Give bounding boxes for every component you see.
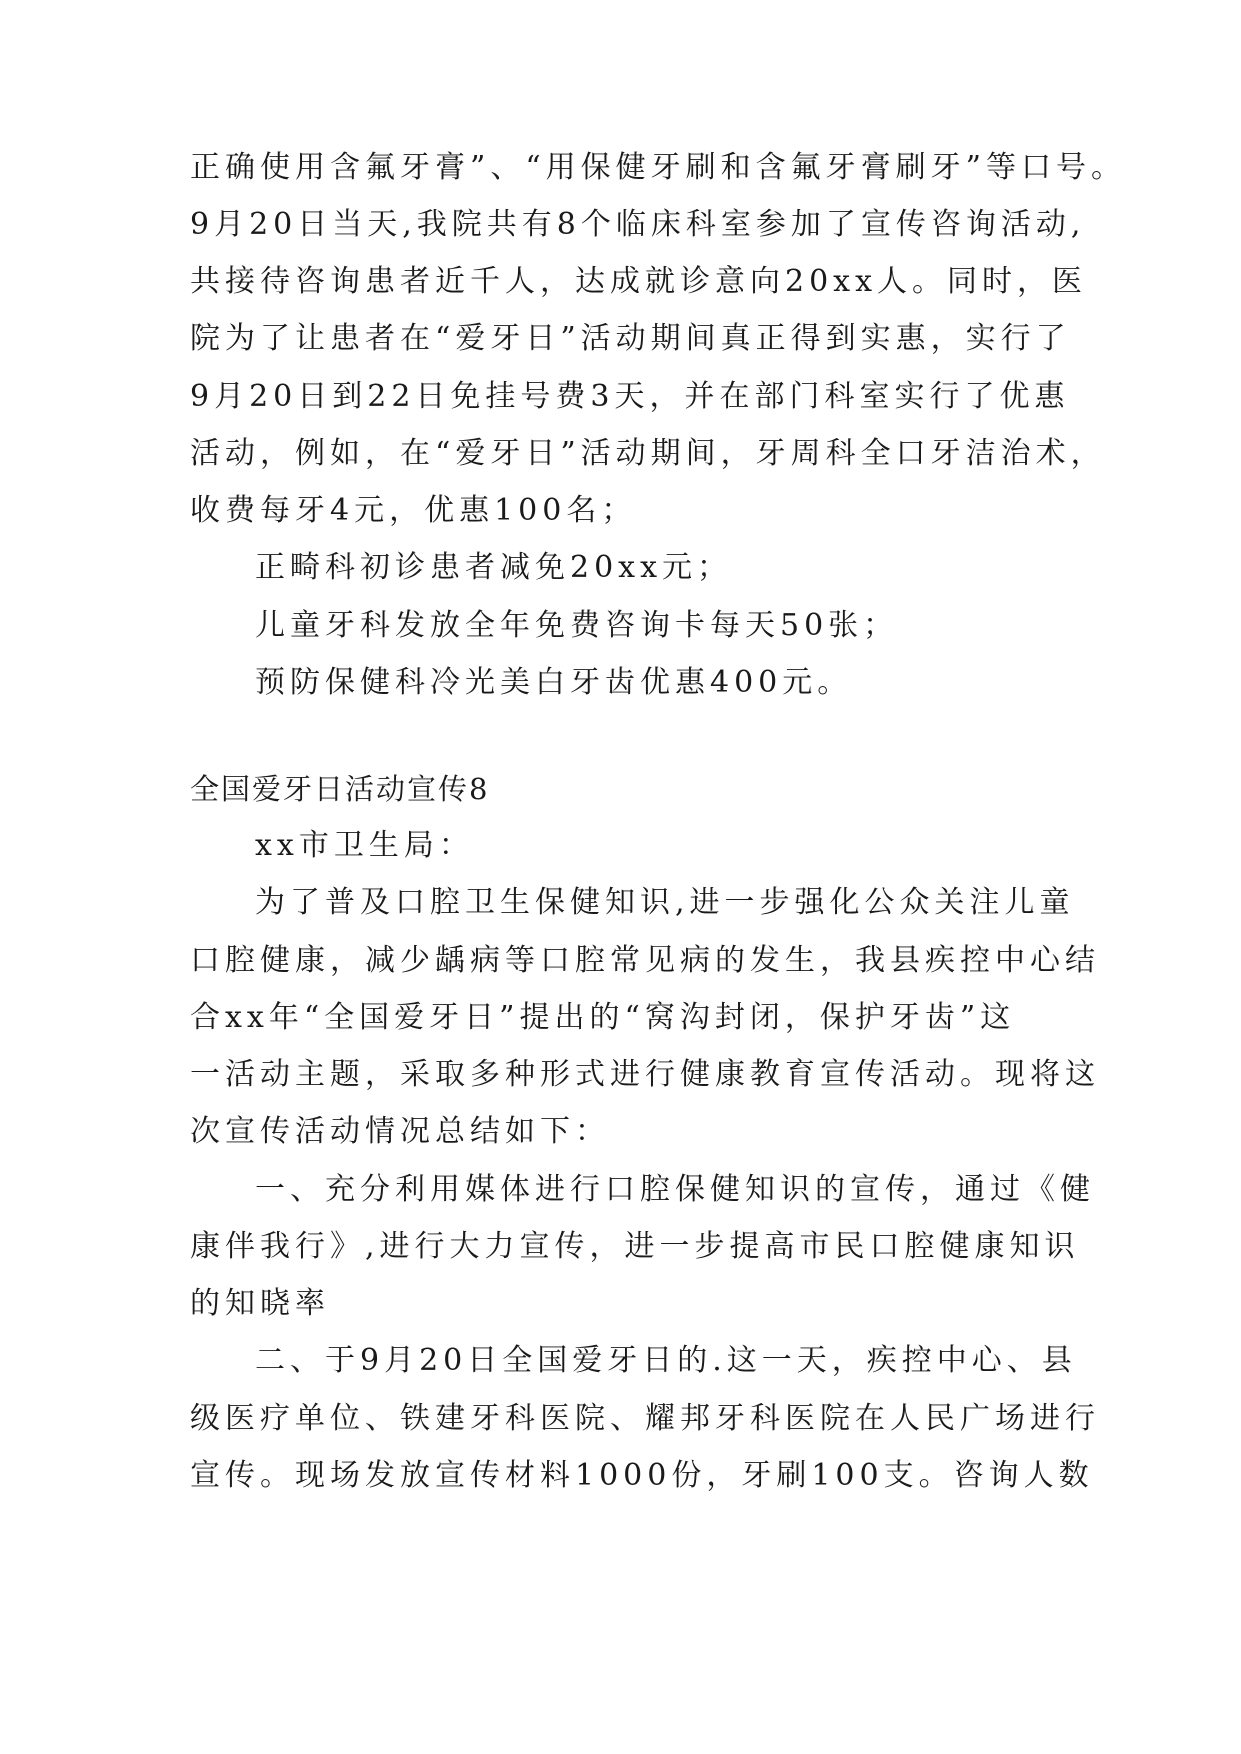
paragraph-line: 级医疗单位、铁建牙科医院、耀邦牙科医院在人民广场进行	[190, 1401, 1100, 1436]
paragraph-line: 一活动主题，采取多种形式进行健康教育宣传活动。现将这	[190, 1057, 1100, 1092]
paragraph-line: 二、于9月20日全国爱牙日的.这一天，疾控中心、县	[255, 1343, 1077, 1378]
addressee-line: xx市卫生局：	[255, 828, 474, 863]
paragraph-line: 合xx年“全国爱牙日”提出的“窝沟封闭，保护牙齿”这	[190, 1000, 1016, 1035]
paragraph-line: 共接待咨询患者近千人，达成就诊意向20xx人。同时，医	[190, 264, 1088, 299]
paragraph-line: 宣传。现场发放宣传材料1000份，牙刷100支。咨询人数	[190, 1458, 1094, 1493]
paragraph-line: 正确使用含氟牙膏”、“用保健牙刷和含氟牙膏刷牙”等口号。	[190, 150, 1127, 185]
paragraph-line: 院为了让患者在“爱牙日”活动期间真正得到实惠，实行了	[190, 321, 1071, 356]
paragraph-line: 9月20日当天,我院共有8个临床科室参加了宣传咨询活动,	[190, 207, 1086, 242]
paragraph-line: 一、充分利用媒体进行口腔保健知识的宣传，通过《健	[255, 1172, 1095, 1207]
paragraph-line: 活动，例如，在“爱牙日”活动期间，牙周科全口牙洁治术，	[190, 436, 1106, 471]
paragraph-line: 为了普及口腔卫生保健知识,进一步强化公众关注儿童	[255, 885, 1075, 920]
paragraph-line: 9月20日到22日免挂号费3天，并在部门科室实行了优惠	[190, 379, 1070, 414]
paragraph-line: 的知晓率	[190, 1286, 330, 1321]
paragraph-line: 预防保健科冷光美白牙齿优惠400元。	[255, 665, 853, 700]
paragraph-line: 收费每牙4元，优惠100名；	[190, 493, 637, 528]
section-title: 全国爱牙日活动宣传8	[190, 772, 490, 806]
paragraph-line: 口腔健康，减少龋病等口腔常见病的发生，我县疾控中心结	[190, 943, 1100, 978]
paragraph-line: 正畸科初诊患者减免20xx元；	[255, 550, 733, 585]
paragraph-line: 次宣传活动情况总结如下：	[190, 1114, 610, 1149]
paragraph-line: 康伴我行》,进行大力宣传，进一步提高市民口腔健康知识	[190, 1229, 1080, 1264]
paragraph-line: 儿童牙科发放全年免费咨询卡每天50张；	[255, 608, 899, 643]
